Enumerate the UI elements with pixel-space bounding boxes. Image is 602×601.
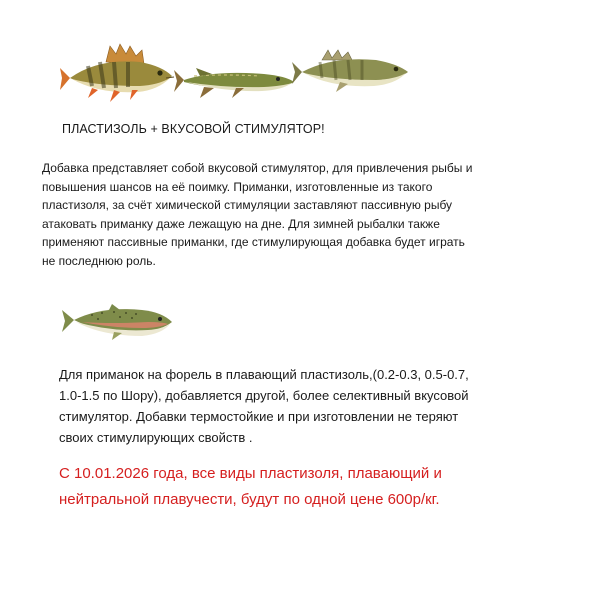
text-line: повышения шансов на её поимку. Приманки, изготовленные из такого: [42, 179, 433, 194]
text-line: стимулятор. Добавки термостойкие и при изготовлении не теряют: [59, 409, 459, 424]
perch-icon: [58, 40, 178, 106]
text-line: применяют пассивные приманки, где стимулирующая добавка будет играть: [42, 235, 465, 250]
page-title: ПЛАСТИЗОЛЬ + ВКУСОВОЙ СТИМУЛЯТОР!: [62, 122, 325, 136]
text-line: Для приманок на форель в плавающий пластизоль,(0.2-0.3, 0.5-0.7,: [59, 367, 469, 382]
price-notice: [59, 461, 559, 513]
trout-icon: [62, 300, 174, 340]
description-paragraph: [42, 159, 522, 271]
notice-line: С 10.01.2026 года, все виды пластизоля, плавающий и: [59, 465, 442, 482]
text-line: атаковать приманку даже лежащую на дне. Для зимней рыбалки также: [42, 216, 440, 231]
text-line: 1.0-1.5 по Шору), добавляется другой, более селективный вкусовой: [59, 388, 469, 403]
pike-icon: [174, 60, 296, 102]
text-line: пластизоля, за счёт химической стимуляции заставляют пассивную рыбу: [42, 198, 453, 213]
text-line: Добавка представляет собой вкусовой стимулятор, для привлечения рыбы и: [42, 161, 473, 175]
notice-line: нейтральной плавучести, будут по одной цене 600р/кг.: [59, 491, 440, 508]
trout-additive-paragraph: [59, 364, 539, 448]
zander-icon: [292, 48, 410, 92]
text-line: не последнюю роль.: [42, 253, 156, 268]
text-line: своих стимулирующих свойств .: [59, 430, 253, 445]
